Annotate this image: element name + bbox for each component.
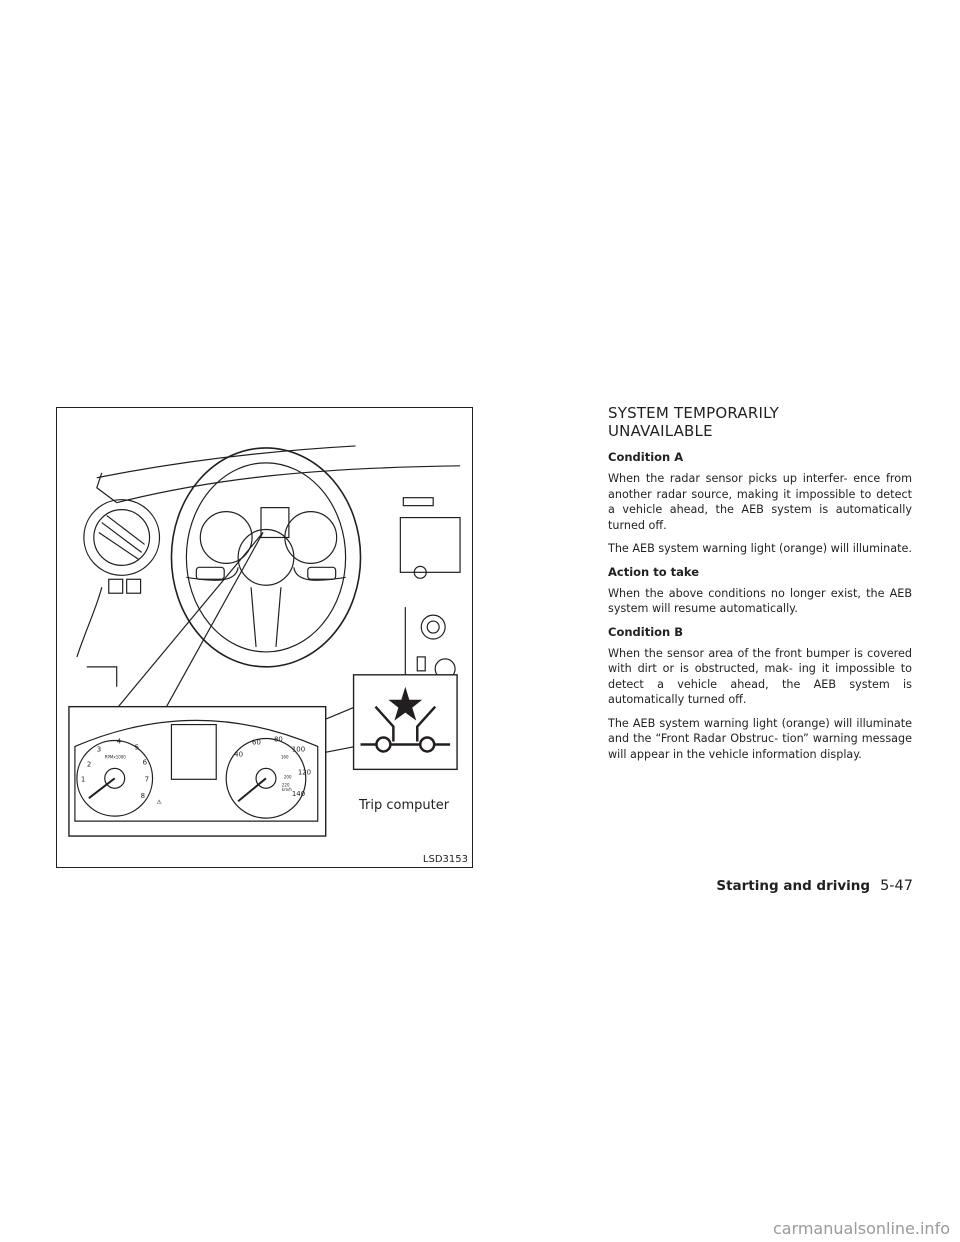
text-column <box>608 404 912 770</box>
paragraph: When the sensor area of the front bumper is covered with dirt or is obstructed, mak- ing it impossible to detect a vehicle ahead, the AEB system is automatically turned off. <box>608 646 912 706</box>
svg-text:1: 1 <box>80 775 86 784</box>
left-air-vent-icon <box>84 500 160 576</box>
svg-text:60: 60 <box>252 738 261 747</box>
paragraph: The AEB system warning light (orange) will illuminate and the “Front Radar Obstruc- tion” warning message will appear in the vehicle information display. <box>608 716 912 761</box>
port-icon <box>417 657 425 671</box>
steering-wheel-icon <box>171 448 360 667</box>
paragraph: When the above conditions no longer exist, the AEB system will resume automatically. <box>608 586 912 615</box>
footer-section-title: Starting and driving <box>716 878 871 894</box>
svg-text:4: 4 <box>116 737 122 746</box>
svg-text:6: 6 <box>142 758 148 767</box>
subheading: Condition A <box>608 450 684 464</box>
switch-icon <box>109 579 123 593</box>
svg-text:8: 8 <box>140 792 146 801</box>
block-condition-b <box>608 625 912 763</box>
instrument-cluster-inset <box>69 707 326 836</box>
dash-top-line <box>97 446 356 478</box>
svg-text:200: 200 <box>283 774 292 780</box>
svg-text:140: 140 <box>291 790 306 799</box>
climate-knob-icon <box>421 615 445 639</box>
svg-text:RPMx1000: RPMx1000 <box>104 754 126 760</box>
infotainment-screen-icon <box>400 518 460 573</box>
watermark: carmanualsonline.info <box>772 1219 950 1238</box>
svg-text:100: 100 <box>291 745 306 754</box>
svg-text:5: 5 <box>134 743 140 752</box>
svg-text:40: 40 <box>234 750 244 759</box>
page-number: 5-47 <box>880 878 913 894</box>
block-condition-a <box>608 450 912 557</box>
tach-label: 2 <box>86 760 92 769</box>
svg-text:80: 80 <box>273 735 283 744</box>
page-footer <box>700 878 913 900</box>
illustration-figure <box>56 407 473 868</box>
svg-text:km/h: km/h <box>281 787 292 793</box>
section-title-line1: SYSTEM TEMPORARILY <box>608 404 780 422</box>
svg-text:7: 7 <box>144 775 150 784</box>
paragraph: The AEB system warning light (orange) will illuminate. <box>608 542 912 555</box>
svg-text:3: 3 <box>96 745 102 754</box>
block-action-to-take <box>608 565 912 617</box>
right-air-vent-icon <box>403 498 433 506</box>
subheading: Condition B <box>608 624 683 639</box>
section-title <box>608 404 912 440</box>
switch-icon <box>127 579 141 593</box>
callout-line <box>102 533 263 727</box>
svg-text:120: 120 <box>297 768 312 777</box>
speed-gauge-icon <box>285 512 337 564</box>
aeb-warning-symbol-inset <box>354 675 458 770</box>
figure-caption: Trip computer <box>359 798 450 813</box>
subheading: Action to take <box>608 564 700 579</box>
section-title-line2: UNAVAILABLE <box>608 422 713 440</box>
svg-text:160: 160 <box>280 754 289 760</box>
svg-text:220: 220 <box>281 782 290 788</box>
aeb-indicator-icon: ⚠ <box>156 799 162 807</box>
callout-line <box>166 533 263 707</box>
paragraph: When the radar sensor picks up interfer- ence from another radar source, making it impossible to detect a vehicle ahead, the AEB system is automatically turned off. <box>608 472 912 532</box>
figure-code: LSD3153 <box>422 854 468 865</box>
